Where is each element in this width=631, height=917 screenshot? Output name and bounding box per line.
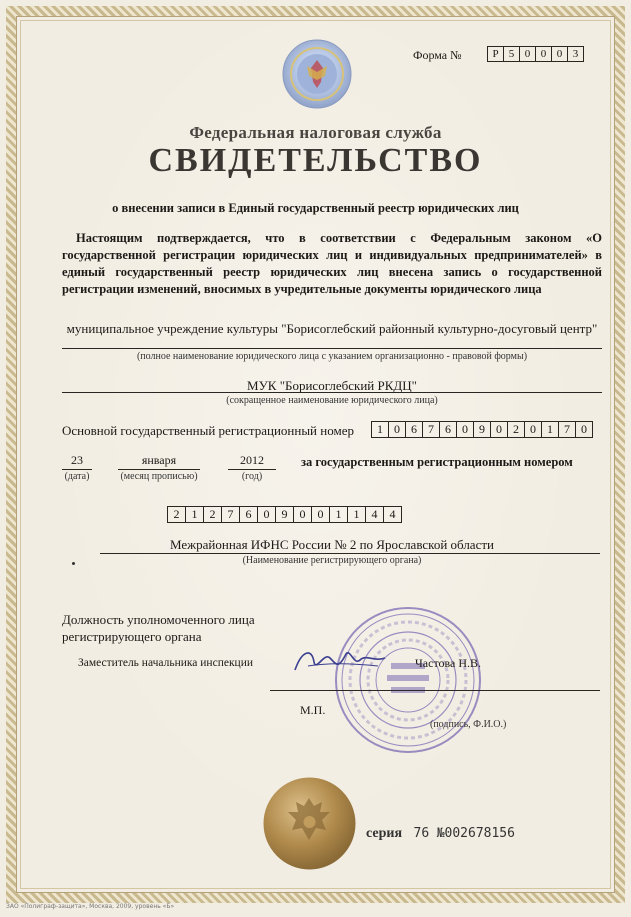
grn-digit-cell: 4 <box>366 506 384 523</box>
grn-digit-cell: 6 <box>240 506 258 523</box>
stamp-place-label: М.П. <box>300 703 326 717</box>
official-seal-icon <box>333 605 483 755</box>
form-code-cell: 0 <box>552 46 568 62</box>
signature-caption: (подпись, Ф.И.О.) <box>430 719 507 730</box>
document-subtitle: о внесении записи в Единый государственный реестр юридических лиц <box>112 201 519 215</box>
form-code-cell: 5 <box>504 46 520 62</box>
grn-digit-cell: 1 <box>348 506 366 523</box>
entity-short-name: МУК "Борисоглебский РКДЦ" <box>247 378 417 393</box>
short-name-underline <box>62 392 602 393</box>
ogrn-digit-cell: 0 <box>389 421 406 438</box>
grn-digit-cell: 1 <box>330 506 348 523</box>
ogrn-digit-cell: 7 <box>559 421 576 438</box>
ogrn-digit-cell: 0 <box>491 421 508 438</box>
authority-underline <box>100 553 600 554</box>
entity-full-name: муниципальное учреждение культуры "Борисоглебский районный культурно-досуговый центр" <box>66 321 598 336</box>
document-title: СВИДЕТЕЛЬСТВО <box>148 142 483 179</box>
hologram-emblem-icon <box>281 38 353 110</box>
grn-label: за государственным регистрационным номером <box>301 455 573 469</box>
printer-footer: ЗАО «Полиграф-защита», Москва, 2009, уровень «Б» <box>6 903 175 910</box>
grn-digit-cell: 9 <box>276 506 294 523</box>
authority-name: Межрайонная ИФНС России № 2 по Ярославской области <box>170 537 494 552</box>
series-region: 76 <box>413 826 430 841</box>
ogrn-digit-cell: 1 <box>542 421 559 438</box>
form-number-boxes <box>487 46 584 62</box>
grn-digit-cell: 0 <box>258 506 276 523</box>
ogrn-digit-cell: 6 <box>440 421 457 438</box>
form-code-cell: 0 <box>520 46 536 62</box>
form-code-cell: 3 <box>568 46 584 62</box>
ogrn-digit-cell: 9 <box>474 421 491 438</box>
grn-digit-cell: 2 <box>167 506 186 523</box>
grn-digit-cell: 1 <box>186 506 204 523</box>
ogrn-boxes <box>371 421 593 438</box>
form-code-cell: Р <box>487 46 504 62</box>
ogrn-digit-cell: 2 <box>508 421 525 438</box>
date-day: 23 (дата) <box>62 453 92 482</box>
position-title: Должность уполномоченного лица регистрирующего органа <box>62 612 255 644</box>
grn-boxes <box>167 506 402 523</box>
gold-coat-of-arms-icon <box>262 776 357 871</box>
series-number <box>366 826 515 842</box>
grn-digit-cell: 2 <box>204 506 222 523</box>
form-code-cell: 0 <box>536 46 552 62</box>
ogrn-digit-cell: 6 <box>406 421 423 438</box>
series-label: серия <box>366 826 403 841</box>
ogrn-digit-cell: 0 <box>457 421 474 438</box>
agency-name: Федеральная налоговая служба <box>189 123 442 142</box>
full-name-caption: (полное наименование юридического лица с указанием организационно - правовой формы) <box>136 351 528 362</box>
signature-underline <box>270 690 600 691</box>
form-number-label: Форма № <box>413 48 462 62</box>
stray-dot <box>72 562 75 565</box>
grn-digit-cell: 0 <box>294 506 312 523</box>
handwritten-signature-icon <box>290 640 390 680</box>
certification-paragraph: Настоящим подтверждается, что в соответствии с Федеральным законом «О государственной регистрации юридических лиц и индивидуальных предпринимателей» в единый государственный реестр юридических лиц внесена запись о государственной регистрации изменений, вносимых в учредительные документы юридического лица <box>62 231 602 296</box>
authority-caption: (Наименование регистрирующего органа) <box>242 555 422 566</box>
deputy-title: Заместитель начальника инспекции <box>78 657 253 669</box>
ogrn-digit-cell: 7 <box>423 421 440 438</box>
short-name-caption: (сокращенное наименование юридического лица) <box>226 395 438 406</box>
ogrn-digit-cell: 1 <box>371 421 389 438</box>
date-year: 2012 (год) <box>228 453 276 482</box>
signatory-name: Частова Н.В. <box>415 656 482 670</box>
date-month: января (месяц прописью) <box>118 453 200 482</box>
grn-digit-cell: 0 <box>312 506 330 523</box>
full-name-underline <box>62 348 602 349</box>
ogrn-digit-cell: 0 <box>525 421 542 438</box>
grn-digit-cell: 7 <box>222 506 240 523</box>
series-serial: №002678156 <box>436 826 515 841</box>
ogrn-label: Основной государственный регистрационный номер <box>62 423 354 438</box>
grn-digit-cell: 4 <box>384 506 402 523</box>
ogrn-digit-cell: 0 <box>576 421 593 438</box>
